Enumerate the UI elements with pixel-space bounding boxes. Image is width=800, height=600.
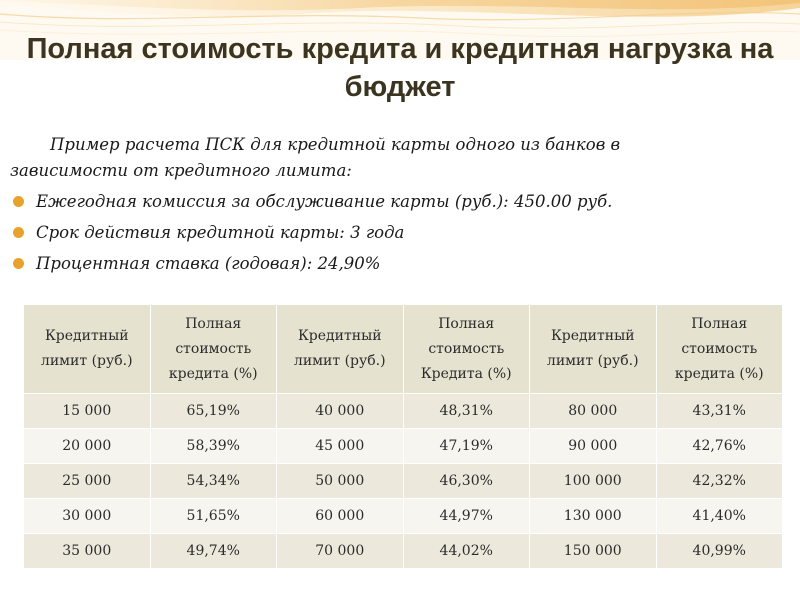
table-cell: 25 000 bbox=[24, 464, 151, 499]
table-cell: 47,19% bbox=[403, 429, 530, 464]
table-cell: 45 000 bbox=[277, 429, 404, 464]
table-cell: 130 000 bbox=[530, 499, 657, 534]
bullet-text: Процентная ставка (годовая): 24,90% bbox=[36, 254, 381, 273]
table-header-row bbox=[24, 305, 783, 394]
header-line: Полная bbox=[438, 315, 495, 332]
table-cell: 60 000 bbox=[277, 499, 404, 534]
psk-table bbox=[23, 304, 783, 569]
header-line: Кредита (%) bbox=[420, 365, 512, 382]
table-row bbox=[24, 464, 783, 499]
table-cell: 30 000 bbox=[24, 499, 151, 534]
header-line: лимит (руб.) bbox=[293, 353, 386, 369]
header-line: кредита (%) bbox=[168, 365, 258, 382]
bullet-list bbox=[10, 186, 790, 279]
intro-line-1: Пример расчета ПСК для кредитной карты одного из банков в bbox=[50, 135, 621, 154]
table-cell: 51,65% bbox=[150, 499, 277, 534]
header-line: лимит (руб.) bbox=[546, 353, 639, 369]
header-line: Полная bbox=[691, 315, 748, 332]
table-cell: 70 000 bbox=[277, 534, 404, 569]
table-cell: 49,74% bbox=[150, 534, 277, 569]
bullet-text: Ежегодная комиссия за обслуживание карты (руб.): 450.00 руб. bbox=[36, 192, 613, 211]
bullet-item-term bbox=[10, 217, 790, 248]
header-line: Полная bbox=[185, 315, 242, 332]
intro-line-2: зависимости от кредитного лимита: bbox=[10, 161, 352, 180]
table-cell: 50 000 bbox=[277, 464, 404, 499]
header-full-cost-2 bbox=[403, 305, 530, 394]
table-cell: 54,34% bbox=[150, 464, 277, 499]
table-cell: 44,97% bbox=[403, 499, 530, 534]
table-row bbox=[24, 534, 783, 569]
header-line: стоимость bbox=[681, 340, 758, 357]
intro-text bbox=[10, 132, 790, 184]
header-line: лимит (руб.) bbox=[40, 353, 133, 369]
table-cell: 40,99% bbox=[656, 534, 783, 569]
table-row bbox=[24, 429, 783, 464]
header-line: Кредитный bbox=[550, 328, 635, 344]
header-full-cost-3 bbox=[656, 305, 783, 394]
table-cell: 46,30% bbox=[403, 464, 530, 499]
table-cell: 42,32% bbox=[656, 464, 783, 499]
table-cell: 150 000 bbox=[530, 534, 657, 569]
table-cell: 15 000 bbox=[24, 394, 151, 429]
header-line: Кредитный bbox=[44, 328, 129, 344]
bullet-dot-icon bbox=[13, 227, 24, 238]
table-cell: 35 000 bbox=[24, 534, 151, 569]
header-full-cost-1 bbox=[150, 305, 277, 394]
header-credit-limit-1 bbox=[24, 305, 151, 394]
slide-title: Полная стоимость кредита и кредитная нагрузка на бюджет bbox=[26, 33, 774, 103]
header-line: кредита (%) bbox=[674, 365, 764, 382]
table-cell: 41,40% bbox=[656, 499, 783, 534]
header-line: Кредитный bbox=[297, 328, 382, 344]
bullet-item-commission bbox=[10, 186, 790, 217]
header-line: стоимость bbox=[175, 340, 252, 357]
table-cell: 65,19% bbox=[150, 394, 277, 429]
table-row bbox=[24, 499, 783, 534]
table-cell: 58,39% bbox=[150, 429, 277, 464]
table-cell: 43,31% bbox=[656, 394, 783, 429]
table-cell: 90 000 bbox=[530, 429, 657, 464]
table-cell: 100 000 bbox=[530, 464, 657, 499]
table-cell: 44,02% bbox=[403, 534, 530, 569]
header-credit-limit-3 bbox=[530, 305, 657, 394]
bullet-dot-icon bbox=[13, 258, 24, 269]
bullet-text: Срок действия кредитной карты: 3 года bbox=[36, 223, 405, 242]
table-cell: 42,76% bbox=[656, 429, 783, 464]
table-cell: 48,31% bbox=[403, 394, 530, 429]
header-line: стоимость bbox=[428, 340, 505, 357]
bullet-dot-icon bbox=[13, 196, 24, 207]
table-row bbox=[24, 394, 783, 429]
table-cell: 40 000 bbox=[277, 394, 404, 429]
bullet-item-rate bbox=[10, 248, 790, 279]
table-cell: 80 000 bbox=[530, 394, 657, 429]
header-credit-limit-2 bbox=[277, 305, 404, 394]
table-cell: 20 000 bbox=[24, 429, 151, 464]
